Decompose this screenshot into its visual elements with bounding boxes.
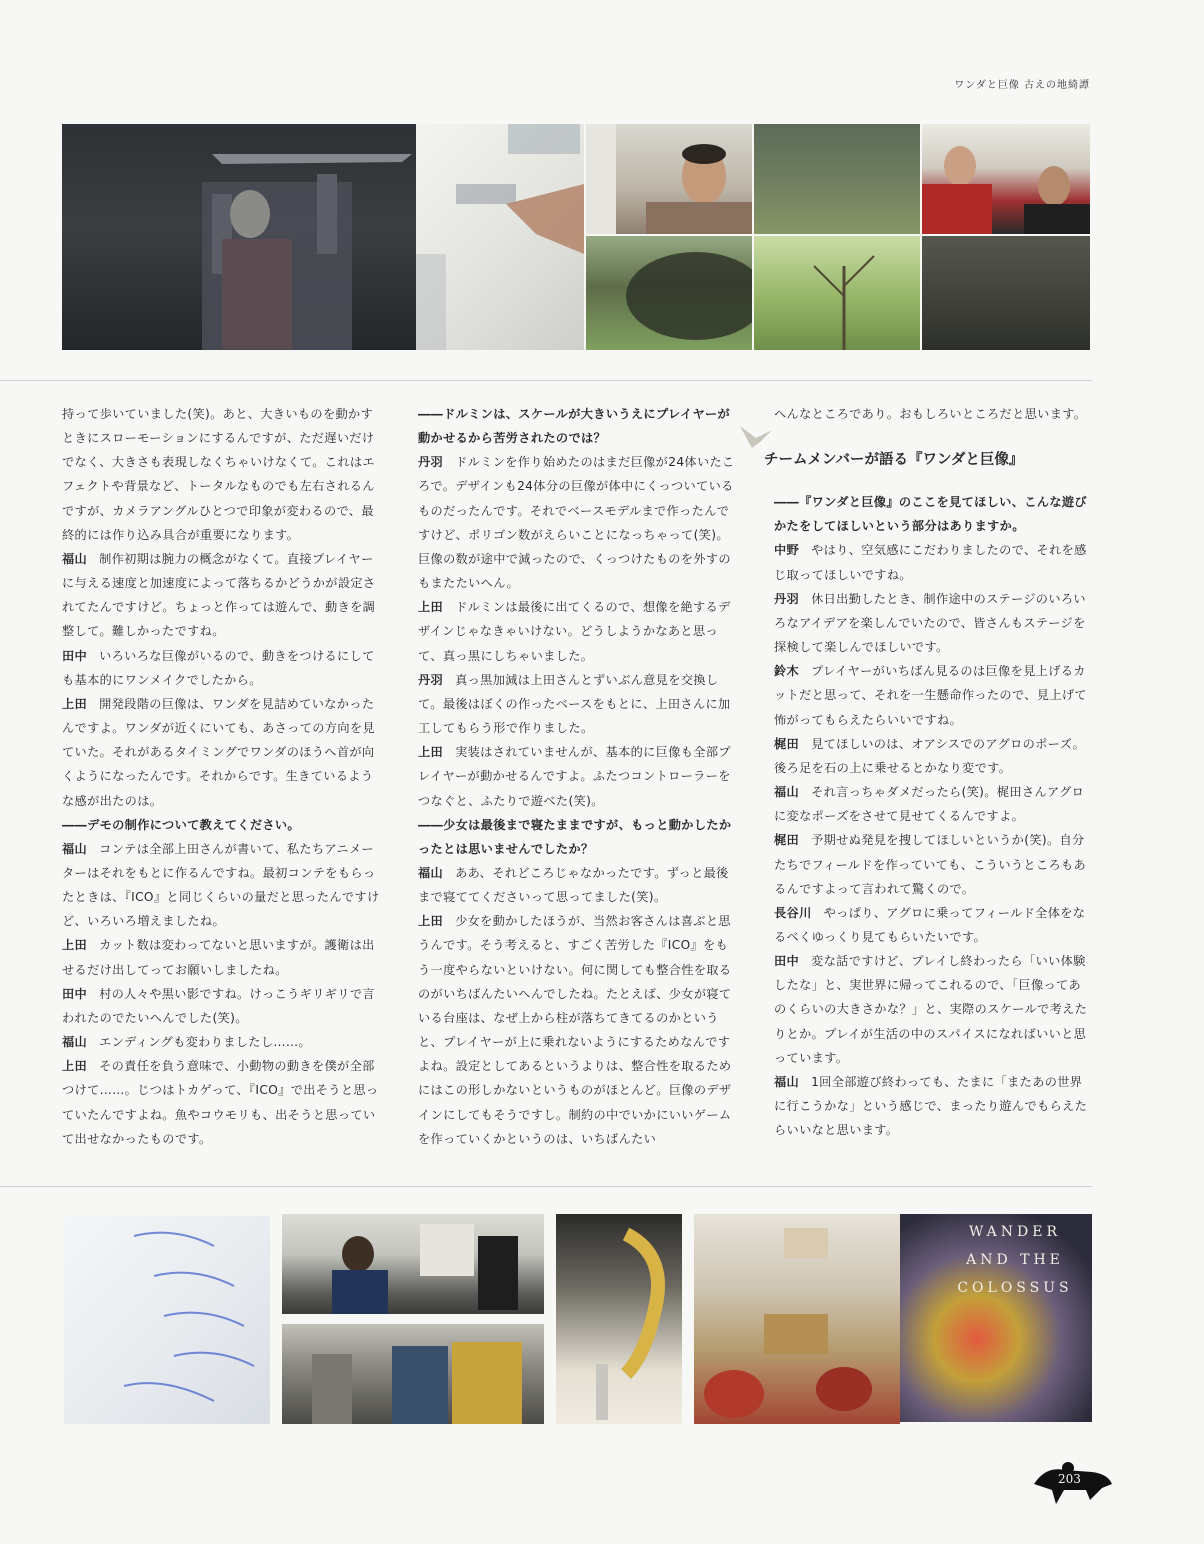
bottom-divider: [0, 1186, 1092, 1187]
section-heading: チームメンバーが語る『ワンダと巨像』: [764, 452, 1024, 469]
paragraph: 中野 やはり、空気感にこだわりましたので、それを感じ取ってほしいですね。: [774, 543, 1087, 582]
paragraph: 長谷川 やっぱり、アグロに乗ってフィールド全体をなるべくゆっくり見てもらいたいです。: [774, 905, 1086, 944]
tree-illustration: [754, 236, 920, 350]
paragraph: 持って歩いていました(笑)。あと、大きいものを動かすときにスローモーションにするんですが、ただ遅いだけでなく、大きさも表現しなくちゃいけなくて。これはエフェクトや背景など、トータルなものでも左右されるんですが、カメラアングルひとつで印象が変わるので、最終的には作り込み具合が重要になります。: [62, 407, 375, 542]
poster-title: [950, 1218, 1080, 1302]
paragraph: へんなところであり。おもしろいところだと思います。: [774, 407, 1087, 421]
interviewee-photo: [586, 124, 752, 234]
paragraph: 田中 変な話ですけど、プレイし終わったら「いい体験したな」と、実世界に帰ってこれるので、「巨像ってあのくらいの大きさかな？」と、実際のスケールで考えたりとか。プレイが生活の中のスパイスになればいいと思っています。: [774, 954, 1088, 1065]
poster-title-line: AND THE: [966, 1252, 1064, 1268]
trees-scene-photo: [754, 236, 920, 350]
man-portrait-illustration: [586, 124, 752, 234]
desk-illustration: [282, 1214, 544, 1314]
page-number-emblem: [1030, 1460, 1114, 1506]
text-column-3: [764, 402, 1092, 1142]
paragraph: 上田 その責任を負う意味で、小動物の動きを僕が全部つけて……。じつはトカゲって、『ICO』で出そうと思っていたんですよね。魚やコウモリも、出そうと思っていて出せなかったものです。: [62, 1059, 379, 1146]
colossus-scene-photo: [586, 236, 752, 350]
interview-question: ――デモの制作について教えてください。: [62, 817, 300, 832]
sword-raise-photo: [62, 124, 416, 350]
trophy-illustration: [556, 1214, 682, 1424]
paragraph: 上田 少女を動かしたほうが、当然お客さんは喜ぶと思うんです。そう考えると、すごく苦労した『ICO』をもう一度やらないといけない。何に関しても整合性を取るのがいちばんたいへんでしたね。たとえば、少女が寝ている台座は、なぜ上から柱が落ちてきてるのかというと、プレイヤーが上に乗れないようにするためなんですよね。設定としてあるというよりは、整合性を取るためにはこの形しかないというものがほとんど。巨像のデザインにしてもそうですし。制約の中でいかにいいゲームを作っていくかというのは、いちばんたい: [418, 914, 732, 1146]
paragraph: 上田 開発段階の巨像は、ワンダを見詰めていなかったんですよ。ワンダが近くにいても、あさっての方向を見ていた。それがあるタイミングでワンダのほうへ首が向くようになったんです。それからです。生きているような感が出たのは。: [62, 696, 375, 808]
paragraph: 梶田 予期せぬ発見を捜してほしいというか(笑)。自分たちでフィールドを作っていても、こういうところもあるんですよって言われて驚くので。: [774, 833, 1087, 896]
page-number: 203: [1058, 1472, 1081, 1486]
paragraph: 鈴木 プレイヤーがいちばん見るのは巨像を見上げるカットだと思って、それを一生懸命作ったので、見上げて怖がってもらえたらいいですね。: [774, 664, 1087, 727]
running-head: ワンダと巨像 古えの地綺譚: [954, 80, 1090, 91]
paragraph: 丹羽 休日出勤したとき、制作途中のステージのいろいろなアイデアを楽しんでいたので、皆さんもステージを探検して楽しんでほしいです。: [774, 591, 1086, 655]
paragraph: 田中 いろいろな巨像がいるので、動きをつけるにしても基本的にワンメイクでしたから。: [62, 648, 375, 687]
figures-photo: [694, 1214, 900, 1424]
interview-question: ――少女は最後まで寝たままですが、もっと動かしたかったとは思いませんでしたか？: [418, 817, 732, 856]
two-staff-illustration: [922, 124, 1090, 234]
paragraph: 上田 ドルミンは最後に出てくるので、想像を絶するデザインじゃなきゃいけない。どうしようかなあと思って、真っ黒にしちゃいました。: [418, 600, 731, 663]
paragraph: 福山 それ言っちゃダメだったら(笑)。梶田さんアグロに変なポーズをさせて見せてくるんですよ。: [774, 785, 1085, 824]
poster-title-line: WANDER: [968, 1224, 1062, 1240]
whiteboard-scribbles: [64, 1216, 270, 1424]
paragraph: 上田 実装はされていませんが、基本的に巨像も全部プレイヤーが動かせるんですよ。ふたつコントローラーをつなぐと、ふたりで遊べた(笑)。: [418, 745, 731, 808]
paragraph: 上田 カット数は変わってないと思いますが。護衛は出せるだけ出してってお願いしましたね。: [62, 938, 375, 977]
ruins-scene-photo: [922, 236, 1090, 350]
paragraph: 丹羽 真っ黒加減は上田さんとずいぶん意見を交換して。最後はぼくの作ったベースをもとに、上田さんに加工してもらう形で作りました。: [418, 672, 731, 736]
sketch-paper-photo: [416, 124, 584, 350]
text-column-2: [418, 402, 736, 1151]
whiteboard-photo: [64, 1216, 270, 1424]
game-cases-illustration: [282, 1324, 544, 1424]
paragraph: 丹羽 ドルミンを作り始めたのはまだ巨像が24体いたころで。デザインも24体分の巨像が体中にくっついているものだったんです。それでベースモデルまで作ったんですけど、ポリゴン数がえらいことになっちゃって(笑)。巨像の数が途中で減ったので、くっつけたものを外すのもまたたいへん。: [418, 455, 735, 591]
paragraph: 梶田 見てほしいのは、オアシスでのアグロのポーズ。後ろ足を石の上に乗せるとかなり変です。: [774, 736, 1086, 775]
sword-figure-illustration: [62, 124, 416, 350]
top-divider: [0, 380, 1092, 381]
interview-question: ――『ワンダと巨像』のここを見てほしい、こんな遊びかたをしてほしいという部分はありますか。: [774, 495, 1087, 534]
poster-title-line: COLOSSUS: [957, 1280, 1073, 1296]
paragraph: 福山 コンテは全部上田さんが書いて、私たちアニメーターはそれをもとに作るんですね。最初コンテをもらったときは、『ICO』と同じくらいの量だと思ったんですけど、いろいろ増えましたね。: [62, 841, 380, 929]
game-shelf-photo: [282, 1324, 544, 1424]
paragraph: 田中 村の人々や黒い影ですね。けっこうギリギリで言われたのでたいへんでした(笑)。: [62, 986, 375, 1025]
colossus-silhouette: [586, 236, 752, 350]
forest-scene-photo: [754, 124, 920, 234]
paragraph: 福山 制作初期は腕力の概念がなくて。直接プレイヤーに与える速度と加速度によって落ちるかどうかが設定されてたんですけど。ちょっと作っては遊んで、動きを調整して。難しかったですね。: [62, 551, 376, 639]
bird-icon: [738, 420, 774, 450]
paragraph: 福山 1回全部遊び終わっても、たまに「またあの世界に行こうかな」という感じで、まったり遊んでもらえたらいいなと思います。: [774, 1074, 1088, 1138]
paragraph: 福山 エンディングも変わりましたし……。: [62, 1035, 311, 1050]
paragraph: 福山 ああ、それどころじゃなかったです。ずっと最後まで寝ててくださいって思ってました(笑)。: [418, 865, 729, 905]
figurines-illustration: [694, 1214, 900, 1424]
interview-question: ――ドルミンは、スケールが大きいうえにプレイヤーが動かせるから苦労されたのでは？: [418, 407, 731, 446]
text-column-1: [62, 402, 380, 1151]
wander-poster-photo: [900, 1214, 1092, 1422]
trophy-photo: [556, 1214, 682, 1424]
office-desk-photo: [282, 1214, 544, 1314]
two-staff-photo: [922, 124, 1090, 234]
pen-hand-illustration: [416, 124, 584, 350]
